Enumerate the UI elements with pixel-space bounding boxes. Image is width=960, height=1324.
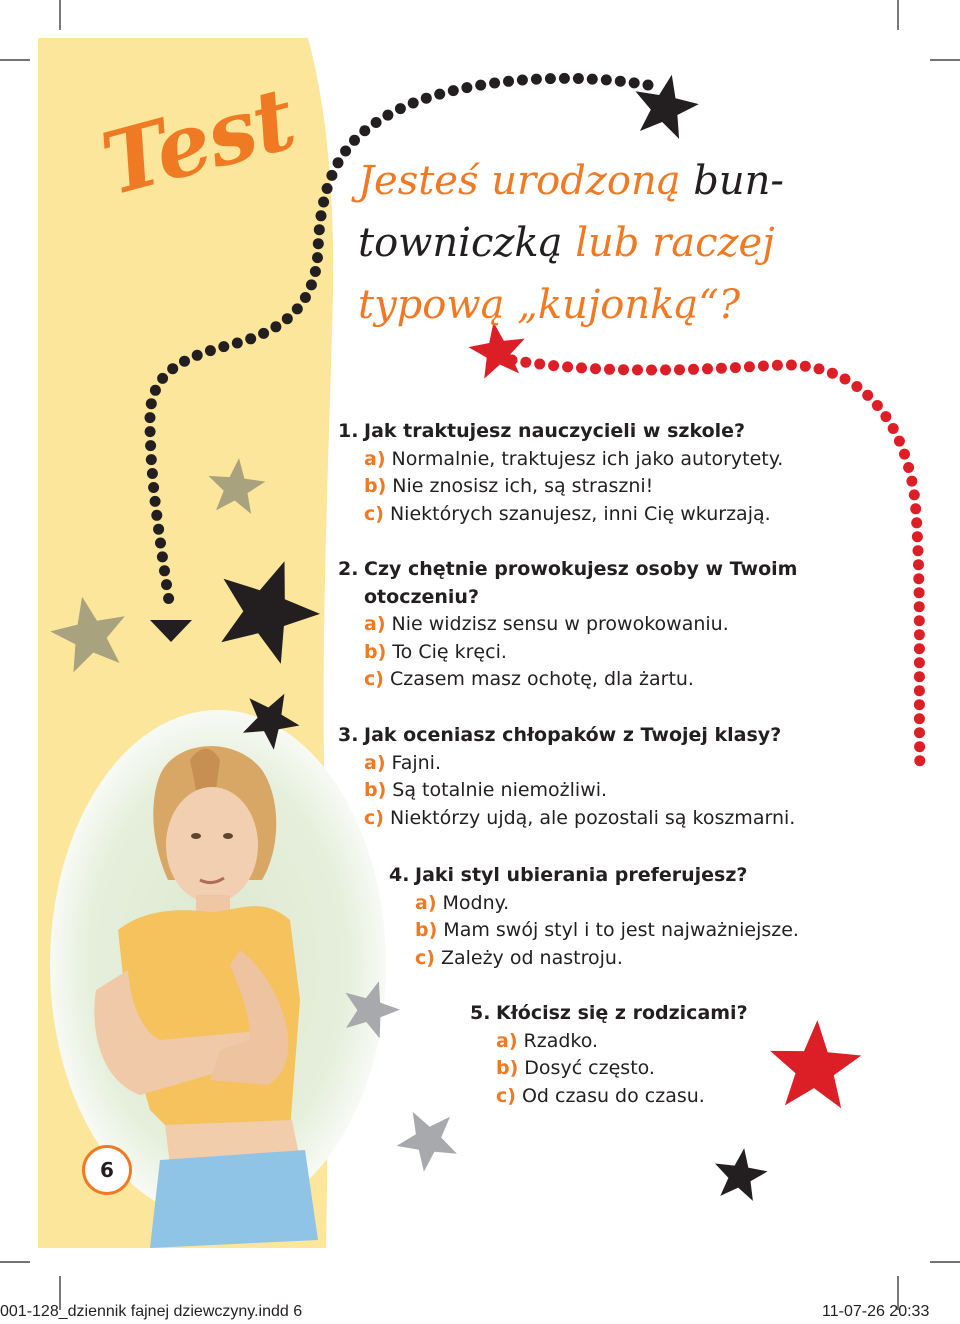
answer-option: b) Nie znosisz ich, są straszni! — [364, 475, 654, 497]
dot — [310, 266, 321, 277]
dot — [300, 292, 311, 303]
answer-option: a) Nie widzisz sensu w prowokowaniu. — [364, 613, 729, 635]
star-icon — [715, 1148, 768, 1201]
dot — [548, 360, 559, 371]
dot — [159, 565, 170, 576]
dot — [632, 364, 643, 375]
dot — [461, 82, 472, 93]
dot — [333, 157, 344, 168]
dot — [161, 579, 172, 590]
dot — [914, 629, 925, 640]
dot — [562, 361, 573, 372]
dot — [408, 98, 419, 109]
title-part: lub raczej — [575, 220, 775, 266]
dot — [326, 170, 337, 181]
dot — [851, 381, 862, 392]
dot — [534, 359, 545, 370]
dot — [702, 363, 713, 374]
dot — [382, 110, 393, 121]
answer-option: c) Zależy od nastroju. — [415, 946, 623, 969]
dot — [615, 76, 626, 87]
dot — [629, 77, 640, 88]
dot — [910, 503, 921, 514]
dot — [157, 373, 168, 384]
dot — [313, 238, 324, 249]
question-text: 4. Jaki styl ubierania preferujesz? — [389, 864, 748, 886]
dot — [218, 341, 229, 352]
footer-date: 11-07-26 20:33 — [822, 1303, 930, 1320]
page-number: 6 — [82, 1145, 132, 1195]
dot — [145, 412, 156, 423]
dot — [688, 364, 699, 375]
question-text: 3. Jak oceniasz chłopaków z Twojej klasy? — [338, 724, 782, 746]
dot — [179, 356, 190, 367]
dot — [914, 601, 925, 612]
dot — [903, 462, 914, 473]
dot — [914, 713, 925, 724]
question-text: 2. Czy chętnie prowokujesz osoby w Twoim — [338, 558, 798, 580]
dot — [270, 321, 281, 332]
dot — [909, 489, 920, 500]
dot — [862, 390, 873, 401]
title-part: Jesteś urodzoną — [358, 158, 694, 204]
dot — [914, 615, 925, 626]
title-part: bun- — [693, 158, 784, 204]
dot — [573, 73, 584, 84]
dot — [880, 411, 891, 422]
dot — [914, 643, 925, 654]
dot — [590, 363, 601, 374]
dot — [316, 210, 327, 221]
dot — [758, 361, 769, 372]
answer-option: b) Mam swój styl i to jest najważniejsze. — [415, 919, 799, 941]
dot — [314, 224, 325, 235]
answer-option: c) Niektórzy ujdą, ale pozostali są koszmarni. — [364, 806, 796, 829]
dot — [674, 364, 685, 375]
question-4 — [389, 862, 799, 972]
test-label: Test — [92, 68, 305, 216]
dot — [914, 727, 925, 738]
dot — [349, 135, 360, 146]
dot — [601, 74, 612, 85]
dot — [914, 741, 925, 752]
dot — [906, 476, 917, 487]
dot — [147, 468, 158, 479]
answer-option: b) Są totalnie niemożliwi. — [364, 779, 608, 801]
answer-option: a) Normalnie, traktujesz ich jako autorytety. — [364, 447, 784, 470]
dot — [911, 517, 922, 528]
dot — [395, 103, 406, 114]
dot — [643, 80, 654, 91]
footer-file: 001-128_dziennik fajnej dziewczyny.indd 6 — [0, 1303, 303, 1320]
answer-option: c) Czasem masz ochotę, dla żartu. — [364, 668, 694, 690]
dot — [646, 365, 657, 376]
dot — [914, 657, 925, 668]
dot — [192, 350, 203, 361]
dot — [545, 73, 556, 84]
dot — [145, 440, 156, 451]
dot — [157, 551, 168, 562]
dot — [587, 74, 598, 85]
dot — [913, 559, 924, 570]
answer-option: a) Fajni. — [364, 751, 441, 774]
dot — [814, 363, 825, 374]
dot — [660, 364, 671, 375]
dot — [912, 531, 923, 542]
dot — [146, 398, 157, 409]
dot — [786, 360, 797, 371]
dot — [151, 510, 162, 521]
dot — [489, 78, 500, 89]
page-title — [358, 150, 858, 336]
dot — [434, 89, 445, 100]
dot — [150, 496, 161, 507]
dot — [245, 333, 256, 344]
dot — [872, 400, 883, 411]
title-part: towniczką — [358, 220, 576, 266]
dot — [318, 197, 329, 208]
dot — [153, 524, 164, 535]
answer-option: a) Rzadko. — [496, 1029, 599, 1052]
dot — [913, 573, 924, 584]
dot — [840, 374, 851, 385]
dot — [914, 685, 925, 696]
question-text-continued: otoczeniu? — [364, 585, 479, 608]
dot — [559, 73, 570, 84]
dot — [306, 279, 317, 290]
question-text: 1. Jak traktujesz nauczycieli w szkole? — [338, 420, 746, 442]
dot — [520, 357, 531, 368]
dot — [899, 449, 910, 460]
dot — [340, 146, 351, 157]
dot — [503, 76, 514, 87]
dot — [894, 436, 905, 447]
dot — [205, 345, 216, 356]
dot — [604, 364, 615, 375]
dot — [475, 80, 486, 91]
dot — [888, 423, 899, 434]
dot — [145, 426, 156, 437]
dot — [155, 538, 166, 549]
dot — [618, 364, 629, 375]
dot — [146, 454, 157, 465]
title-part: typową „kujonką“? — [358, 282, 741, 328]
question-5 — [470, 1000, 748, 1110]
dot — [531, 74, 542, 85]
dot — [800, 361, 811, 372]
dot — [772, 360, 783, 371]
dot — [914, 699, 925, 710]
dot — [914, 755, 925, 766]
dot — [914, 587, 925, 598]
dot — [827, 368, 838, 379]
answer-option: a) Modny. — [415, 891, 510, 914]
dot — [421, 93, 432, 104]
answer-option: b) To Cię kręci. — [364, 640, 507, 663]
dot — [914, 671, 925, 682]
dot — [517, 75, 528, 86]
dot — [576, 362, 587, 373]
dot — [148, 482, 159, 493]
answer-option: b) Dosyć często. — [496, 1057, 655, 1079]
dot — [292, 303, 303, 314]
dot — [322, 183, 333, 194]
dot — [150, 385, 161, 396]
star-icon — [770, 1020, 861, 1108]
question-3 — [338, 722, 795, 832]
dot — [716, 363, 727, 374]
dot — [913, 545, 924, 556]
dot — [232, 338, 243, 349]
answer-option: c) Od czasu do czasu. — [496, 1084, 705, 1107]
star-icon — [397, 1112, 457, 1172]
answer-option: c) Niektórych szanujesz, inni Cię wkurzają. — [364, 502, 771, 525]
dot — [282, 313, 293, 324]
dot — [163, 593, 174, 604]
dot — [167, 363, 178, 374]
question-1 — [338, 418, 783, 528]
question-2 — [338, 556, 797, 694]
question-text: 5. Kłócisz się z rodzicami? — [470, 1002, 748, 1024]
dot — [312, 252, 323, 263]
dot — [730, 362, 741, 373]
dot — [258, 328, 269, 339]
dot — [371, 117, 382, 128]
dot — [744, 361, 755, 372]
dot — [448, 85, 459, 96]
dot — [359, 125, 370, 136]
